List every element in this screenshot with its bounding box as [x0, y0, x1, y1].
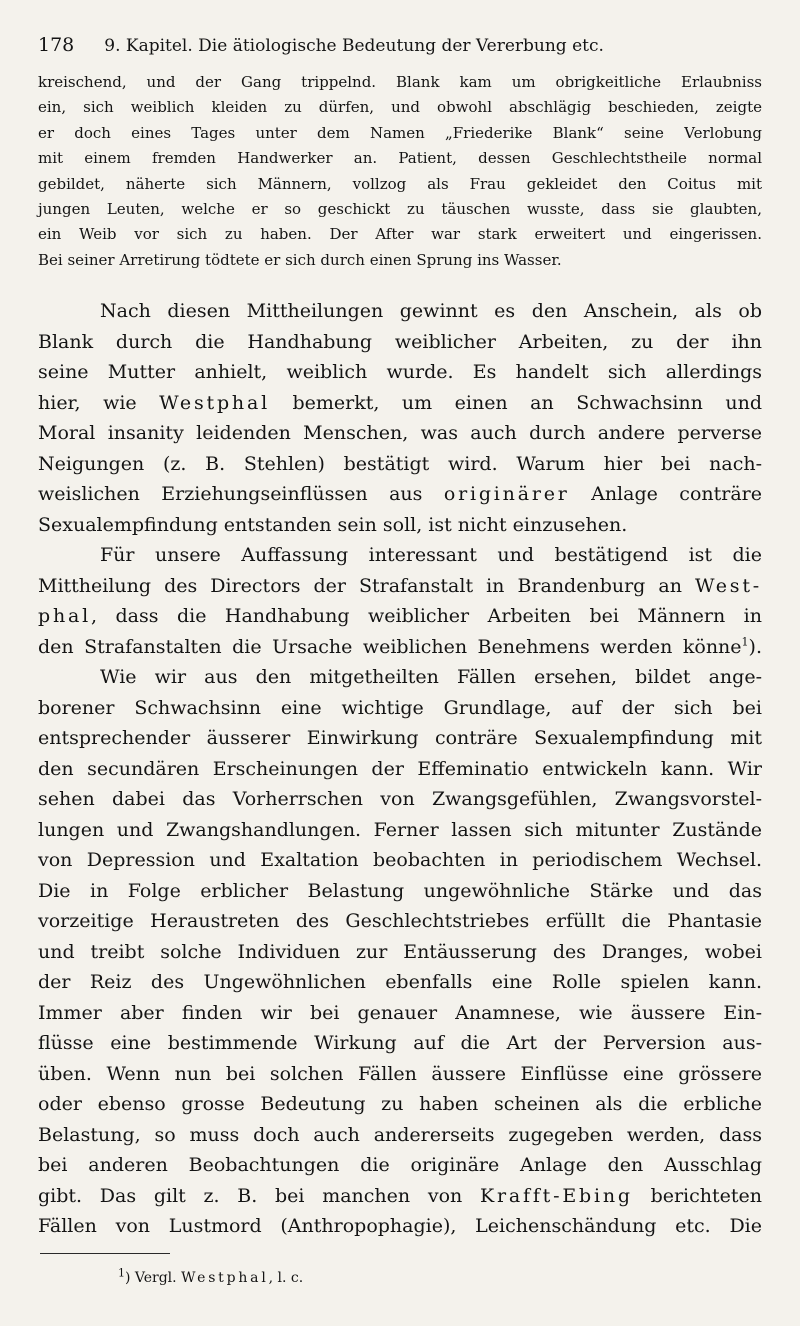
text-line: [38, 662, 762, 693]
text-line: [38, 1181, 762, 1212]
text-line: [38, 571, 762, 602]
text-line: [38, 327, 762, 358]
text-line: [38, 510, 762, 541]
text-line: [38, 418, 762, 449]
text-line: er doch eines Tages unter dem Namen „Friederike Blank“ seine Verlobung: [38, 123, 762, 142]
text-run: Blank durch die Handhabung weiblicher Arbeiten, zu der ihn: [38, 330, 762, 353]
text-run: bei anderen Beobachtungen die originäre Anlage den Ausschlag: [38, 1154, 762, 1176]
case-report-paragraph: [38, 70, 762, 273]
body-text: [38, 296, 762, 1242]
text-run: Wie wir aus den mitgetheilten Fällen ersehen, bildet ange-: [100, 666, 762, 688]
footnote-rule: [40, 1253, 170, 1254]
text-line: [38, 693, 762, 724]
text-line: kreischend, und der Gang trippelnd. Blank kam um obrigkeitliche Erlaubniss: [38, 73, 762, 91]
spaced-name: Krafft-Ebing: [480, 1184, 633, 1207]
text-run: weislichen Erziehungseinflüssen aus: [38, 483, 444, 505]
text-run: sehen dabei das Vorherrschen von Zwangsgefühlen, Zwangsvorstel-: [38, 788, 762, 810]
text-run: , dass die Handhabung weiblicher Arbeiten bei Männern in: [91, 605, 762, 627]
spaced-name: Westphal: [159, 391, 270, 414]
text-run: den Strafanstalten die Ursache weiblichen Benehmens werden könne: [38, 635, 742, 658]
text-line: [38, 937, 762, 968]
text-run: Nach diesen Mittheilungen gewinnt es den Anschein, als ob: [100, 300, 762, 322]
text-run: gibt. Das gilt z. B. bei manchen von: [38, 1184, 480, 1207]
text-run: Neigungen (z. B. Stehlen) bestätigt wird. Warum hier bei nach-: [38, 452, 762, 475]
text-line: ein Weib vor sich zu haben. Der After war stark erweitert und eingerissen.: [38, 225, 762, 244]
footnote: [118, 1268, 303, 1288]
text-run: Sexualempfindung entstanden sein soll, ist nicht einzusehen.: [38, 513, 628, 536]
text-line: mit einem fremden Handwerker an. Patient, dessen Geschlechtstheile normal: [38, 149, 762, 168]
text-run: Für unsere Auffassung interessant und bestätigend ist die: [100, 544, 762, 566]
running-head: [38, 30, 768, 60]
text-line: [38, 449, 762, 480]
text-run: Fällen von Lustmord (Anthropophagie), Leichenschändung etc. Die: [38, 1215, 762, 1237]
text-run: Moral insanity leidenden Menschen, was auch durch andere perverse: [38, 422, 762, 444]
text-line: ein, sich weiblich kleiden zu dürfen, und obwohl abschlägig beschieden, zeigte: [38, 98, 762, 117]
text-run: berichteten: [632, 1184, 763, 1207]
text-line: [38, 876, 762, 907]
text-run: entsprechender äusserer Einwirkung conträre Sexualempfindung mit: [38, 727, 762, 749]
text-line: [38, 1059, 762, 1090]
text-run: Immer aber finden wir bei genauer Anamnese, wie äussere Ein-: [38, 1001, 762, 1024]
text-line: [38, 540, 762, 571]
text-run: Mittheilung des Directors der Strafanstalt in Brandenburg an: [38, 574, 695, 597]
text-run: lungen und Zwangshandlungen. Ferner lassen sich mitunter Zustände: [38, 818, 762, 841]
text-line: Bei seiner Arretirung tödtete er sich durch einen Sprung ins Wasser.: [38, 250, 562, 269]
text-run: den secundären Erscheinungen der Effeminatio entwickeln kann. Wir: [38, 757, 762, 780]
text-line: [38, 906, 762, 937]
text-line: gebildet, näherte sich Männern, vollzog als Frau gekleidet den Coitus mit: [38, 174, 762, 193]
footnote-author: Westphal: [181, 1270, 269, 1286]
text-line: [38, 1028, 762, 1059]
page-number: 178: [38, 34, 75, 56]
text-line: [38, 845, 762, 876]
text-run: vorzeitige Heraustreten des Geschlechtstriebes erfüllt die Phantasie: [38, 910, 762, 932]
footnote-text-before: ) Vergl.: [125, 1270, 182, 1286]
text-run: seine Mutter anhielt, weiblich wurde. Es handelt sich allerdings: [38, 361, 762, 383]
text-run: borener Schwachsinn eine wichtige Grundlage, auf der sich bei: [38, 696, 762, 719]
text-line: jungen Leuten, welche er so geschickt zu täuschen wusste, dass sie glaubten,: [38, 199, 762, 218]
text-line: [38, 388, 762, 419]
footnote-text-after: , l. c.: [268, 1270, 304, 1286]
text-line: [38, 754, 762, 785]
text-run: flüsse eine bestimmende Wirkung auf die Art der Perversion aus-: [38, 1032, 762, 1054]
text-line: [38, 998, 762, 1029]
footnote-ref: 1: [741, 635, 749, 649]
text-line: [38, 601, 762, 632]
text-line: [38, 357, 762, 388]
text-run: und treibt solche Individuen zur Entäusserung des Dranges, wobei: [38, 940, 762, 963]
text-run: von Depression und Exaltation beobachten in periodischem Wechsel.: [38, 849, 762, 871]
text-line: [38, 632, 762, 663]
text-run: Belastung, so muss doch auch andererseits zugegeben werden, dass: [38, 1123, 762, 1146]
text-run: üben. Wenn nun bei solchen Fällen äussere Einflüsse eine grössere: [38, 1062, 762, 1085]
text-run: Anlage conträre: [569, 483, 762, 505]
text-run: bemerkt, um einen an Schwachsinn und: [269, 391, 762, 414]
text-line: [38, 1120, 762, 1151]
text-run: ).: [748, 635, 762, 658]
text-run: der Reiz des Ungewöhnlichen ebenfalls eine Rolle spielen kann.: [38, 971, 762, 993]
footnote-marker: 1: [118, 1266, 125, 1280]
text-line: [38, 1211, 762, 1242]
text-run: hier, wie: [38, 391, 160, 414]
text-line: [38, 1150, 762, 1181]
spaced-name: phal: [38, 605, 92, 627]
text-run: Die in Folge erblicher Belastung ungewöhnliche Stärke und das: [38, 879, 762, 902]
spaced-name: West-: [694, 574, 762, 597]
chapter-title: 9. Kapitel. Die ätiologische Bedeutung der Vererbung etc.: [104, 36, 604, 56]
text-line: [38, 723, 762, 754]
text-run: oder ebenso grosse Bedeutung zu haben scheinen als die erbliche: [38, 1093, 762, 1115]
text-line: [38, 296, 762, 327]
text-line: [38, 784, 762, 815]
text-line: [38, 815, 762, 846]
text-line: [38, 1089, 762, 1120]
spaced-name: originärer: [443, 483, 570, 505]
text-line: [38, 479, 762, 510]
text-line: [38, 967, 762, 998]
